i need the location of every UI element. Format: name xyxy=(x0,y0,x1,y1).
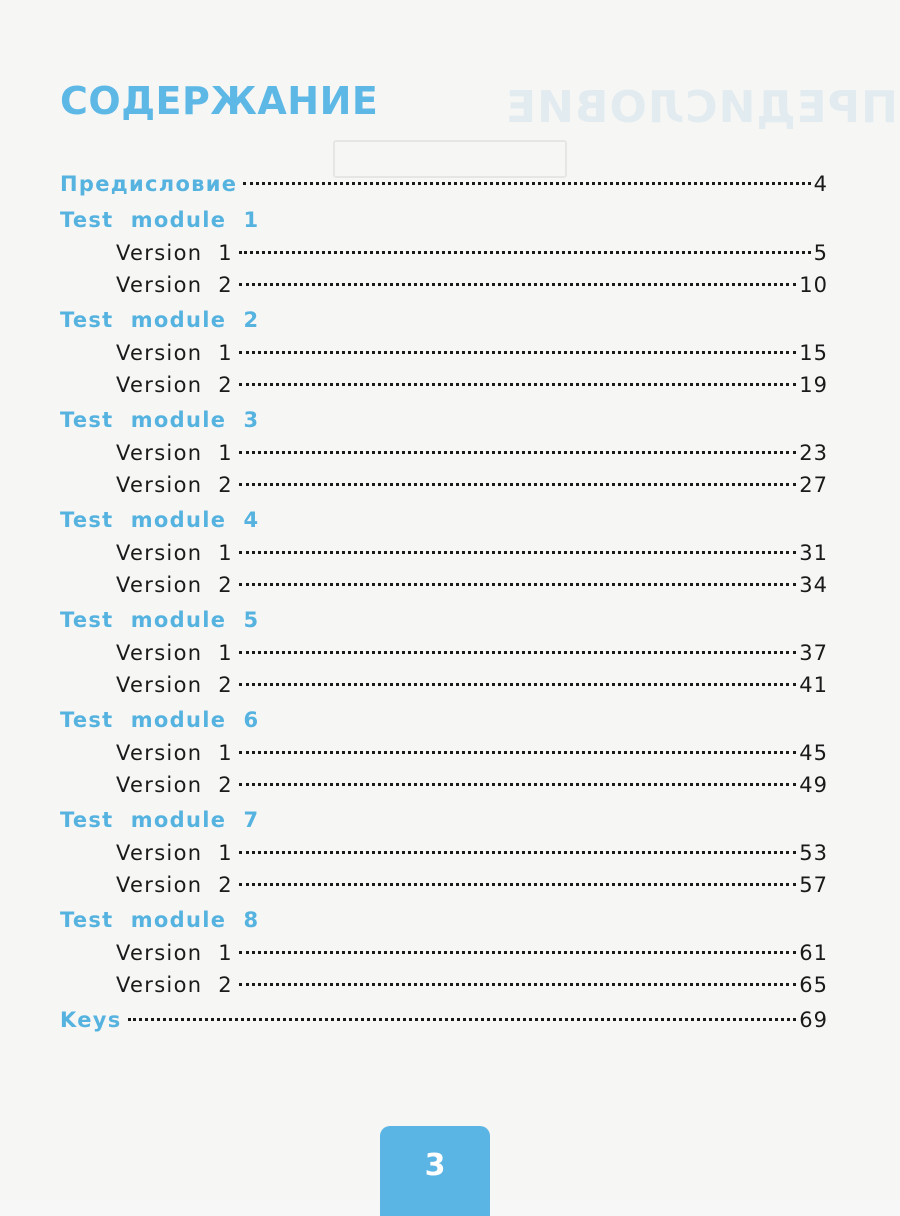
toc-page-number: 31 xyxy=(799,541,828,565)
toc-module-3[interactable] xyxy=(60,404,828,437)
toc-module-label: Test module 4 xyxy=(60,508,260,532)
toc-entry-label: Version 1 xyxy=(116,741,233,765)
toc-module-4[interactable] xyxy=(60,504,828,537)
toc-entry-module-1-version-2[interactable] xyxy=(60,269,828,301)
toc-entry-label: Version 2 xyxy=(116,773,233,797)
table-of-contents xyxy=(60,168,828,1037)
dot-leader xyxy=(239,483,796,486)
toc-page-number: 57 xyxy=(799,873,828,897)
toc-page-number: 41 xyxy=(799,673,828,697)
toc-entry-module-6-version-1[interactable] xyxy=(60,737,828,769)
toc-entry-label: Version 1 xyxy=(116,541,233,565)
dot-leader xyxy=(239,351,796,354)
dot-leader xyxy=(239,551,796,554)
toc-entry-module-4-version-1[interactable] xyxy=(60,537,828,569)
dot-leader xyxy=(239,583,796,586)
toc-module-1[interactable] xyxy=(60,204,828,237)
toc-entry-label: Version 2 xyxy=(116,573,233,597)
toc-module-label: Test module 7 xyxy=(60,808,260,832)
toc-entry-label: Keys xyxy=(60,1008,122,1032)
dot-leader xyxy=(128,1018,797,1021)
toc-entry-label: Version 1 xyxy=(116,841,233,865)
toc-page-number: 19 xyxy=(799,373,828,397)
toc-page-number: 65 xyxy=(799,973,828,997)
toc-module-label: Test module 2 xyxy=(60,308,260,332)
toc-page-number: 37 xyxy=(799,641,828,665)
dot-leader xyxy=(239,851,796,854)
toc-entry-label: Version 1 xyxy=(116,641,233,665)
toc-entry-label: Version 2 xyxy=(116,473,233,497)
toc-module-label: Test module 5 xyxy=(60,608,260,632)
toc-module-6[interactable] xyxy=(60,704,828,737)
toc-page-number: 61 xyxy=(799,941,828,965)
toc-entry-module-6-version-2[interactable] xyxy=(60,769,828,801)
dot-leader xyxy=(239,651,796,654)
dot-leader xyxy=(239,451,796,454)
toc-page-number: 45 xyxy=(799,741,828,765)
toc-page-number: 23 xyxy=(799,441,828,465)
dot-leader xyxy=(239,283,796,286)
toc-page-number: 69 xyxy=(799,1008,828,1032)
toc-entry-label: Version 2 xyxy=(116,373,233,397)
toc-page-number: 53 xyxy=(799,841,828,865)
toc-entry-module-2-version-2[interactable] xyxy=(60,369,828,401)
toc-page-number: 5 xyxy=(813,241,828,265)
dot-leader xyxy=(239,683,796,686)
page-title: СОДЕРЖАНИЕ xyxy=(60,79,379,123)
toc-entry-label: Version 2 xyxy=(116,973,233,997)
toc-entry-label: Version 2 xyxy=(116,673,233,697)
toc-entry-module-4-version-2[interactable] xyxy=(60,569,828,601)
toc-module-label: Test module 8 xyxy=(60,908,260,932)
dot-leader xyxy=(239,751,796,754)
toc-entry-module-1-version-1[interactable] xyxy=(60,237,828,269)
toc-page-number: 10 xyxy=(799,273,828,297)
dot-leader xyxy=(239,983,796,986)
toc-entry-module-8-version-2[interactable] xyxy=(60,969,828,1001)
toc-page-number: 4 xyxy=(813,172,828,196)
toc-module-label: Test module 6 xyxy=(60,708,260,732)
dot-leader xyxy=(239,783,796,786)
toc-page-number: 49 xyxy=(799,773,828,797)
toc-module-2[interactable] xyxy=(60,304,828,337)
toc-entry-label: Version 1 xyxy=(116,241,233,265)
toc-entry-label: Предисловие xyxy=(60,172,238,196)
toc-entry-keys[interactable] xyxy=(60,1004,828,1037)
toc-page-number: 34 xyxy=(799,573,828,597)
toc-entry-label: Version 1 xyxy=(116,341,233,365)
toc-entry-module-3-version-1[interactable] xyxy=(60,437,828,469)
toc-module-5[interactable] xyxy=(60,604,828,637)
dot-leader xyxy=(239,951,796,954)
toc-entry-label: Version 1 xyxy=(116,941,233,965)
toc-page-number: 15 xyxy=(799,341,828,365)
toc-entry-module-3-version-2[interactable] xyxy=(60,469,828,501)
toc-module-8[interactable] xyxy=(60,904,828,937)
toc-entry-module-2-version-1[interactable] xyxy=(60,337,828,369)
toc-entry-label: Version 2 xyxy=(116,873,233,897)
toc-entry-module-7-version-1[interactable] xyxy=(60,837,828,869)
dot-leader xyxy=(239,383,796,386)
toc-module-7[interactable] xyxy=(60,804,828,837)
toc-module-label: Test module 1 xyxy=(60,208,260,232)
page-number-badge: 3 xyxy=(380,1126,490,1216)
toc-entry-preface[interactable] xyxy=(60,168,828,201)
toc-entry-module-8-version-1[interactable] xyxy=(60,937,828,969)
dot-leader xyxy=(243,182,810,185)
toc-entry-label: Version 1 xyxy=(116,441,233,465)
toc-page-number: 27 xyxy=(799,473,828,497)
toc-entry-label: Version 2 xyxy=(116,273,233,297)
toc-module-label: Test module 3 xyxy=(60,408,260,432)
dot-leader xyxy=(239,883,796,886)
toc-entry-module-5-version-2[interactable] xyxy=(60,669,828,701)
bleed-through-title: ПРЕДИСЛОВИЕ xyxy=(505,82,898,133)
toc-entry-module-7-version-2[interactable] xyxy=(60,869,828,901)
dot-leader xyxy=(239,251,811,254)
toc-entry-module-5-version-1[interactable] xyxy=(60,637,828,669)
